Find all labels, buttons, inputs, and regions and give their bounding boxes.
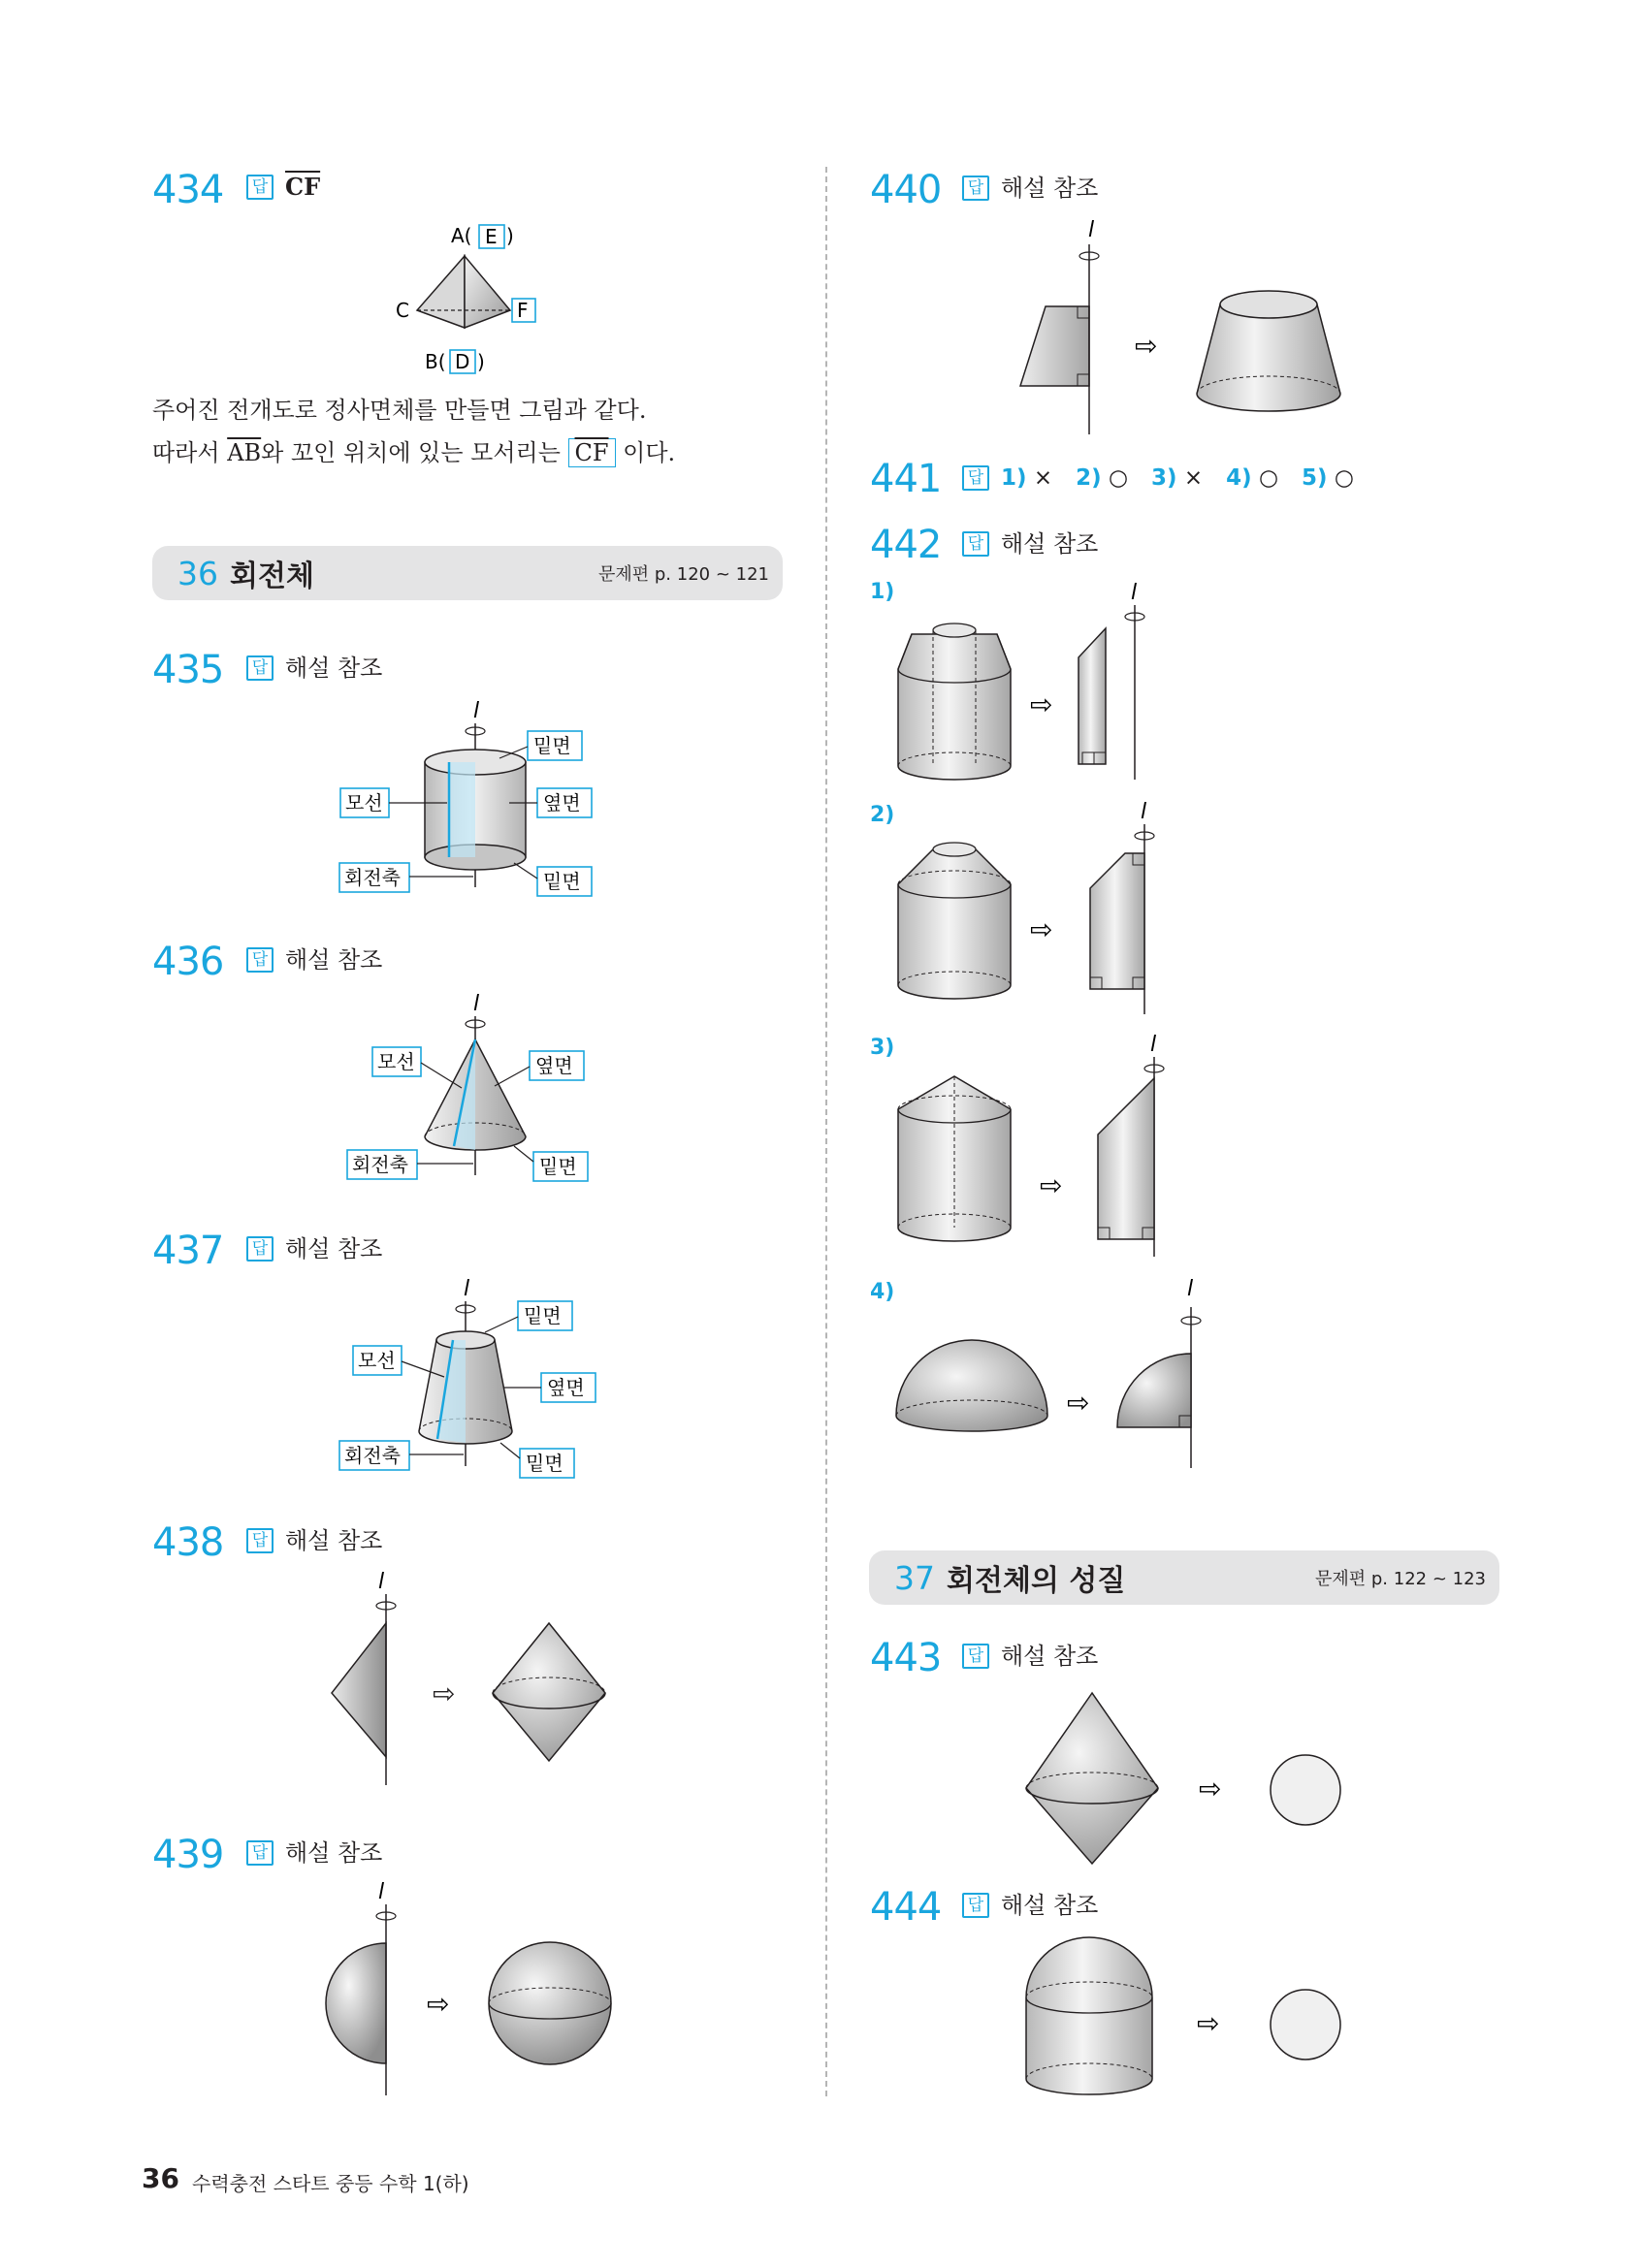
section-number: 37 bbox=[894, 1558, 935, 1597]
section-header-37 bbox=[869, 1550, 1499, 1605]
svg-text:⇨: ⇨ bbox=[427, 1988, 450, 2020]
answer-436: 답 해설 참조 bbox=[246, 947, 382, 973]
problem-number-434: 434 bbox=[152, 168, 224, 212]
svg-text:⇨: ⇨ bbox=[1197, 2007, 1220, 2039]
svg-text:⇨: ⇨ bbox=[1067, 1387, 1090, 1419]
svg-text:⇨: ⇨ bbox=[1030, 688, 1053, 720]
problem-number-443: 443 bbox=[870, 1636, 942, 1680]
problem-number-435: 435 bbox=[152, 648, 224, 692]
ox-item-5: 5) ○ bbox=[1302, 464, 1354, 491]
svg-text:모선: 모선 bbox=[345, 791, 383, 815]
answer-437: 답 해설 참조 bbox=[246, 1236, 382, 1262]
label-A: A( bbox=[451, 224, 472, 247]
book-title: 수력충전 스타트 중등 수학 1(하) bbox=[192, 2172, 469, 2195]
svg-text:모선: 모선 bbox=[377, 1050, 415, 1073]
svg-text:l: l bbox=[378, 1570, 385, 1594]
section-title: 회전체 bbox=[230, 559, 314, 593]
ox-item-2: 2) ○ bbox=[1076, 464, 1129, 491]
svg-text:밑면: 밑면 bbox=[543, 870, 581, 893]
sub-label-4: 4) bbox=[870, 1280, 895, 1304]
figure-444-capsule-to-circle bbox=[1018, 1935, 1358, 2110]
ox-item-3: 3) × bbox=[1151, 464, 1204, 491]
answer-444: 답 해설 참조 bbox=[962, 1893, 1098, 1918]
figure-435-cylinder bbox=[330, 698, 611, 902]
section-header-36 bbox=[152, 546, 783, 600]
problem-number-438: 438 bbox=[152, 1520, 224, 1565]
svg-text:밑면: 밑면 bbox=[533, 734, 571, 757]
page-number: 36 bbox=[142, 2162, 179, 2194]
explanation-434-line2: 따라서 $\overline{AB}$와 꼬인 위치에 있는 모서리는 $\overline{CF}$ 이다. bbox=[152, 439, 676, 466]
svg-text:⇨: ⇨ bbox=[1030, 913, 1053, 945]
explanation-434-line1: 주어진 전개도로 정사면체를 만들면 그림과 같다. bbox=[152, 397, 647, 424]
problem-number-437: 437 bbox=[152, 1229, 224, 1273]
problem-number-439: 439 bbox=[152, 1833, 224, 1877]
svg-text:l: l bbox=[1131, 581, 1138, 605]
svg-text:l: l bbox=[378, 1880, 385, 1904]
label-C: C bbox=[396, 299, 409, 322]
problem-number-436: 436 bbox=[152, 940, 224, 984]
label-F: F bbox=[517, 299, 529, 322]
problem-number-441: 441 bbox=[870, 457, 942, 501]
svg-text:⇨: ⇨ bbox=[1040, 1169, 1063, 1201]
svg-text:l: l bbox=[1088, 218, 1095, 242]
section-number: 36 bbox=[177, 554, 218, 592]
svg-text:옆면: 옆면 bbox=[547, 1376, 585, 1399]
svg-text:옆면: 옆면 bbox=[535, 1054, 573, 1077]
section-title: 회전체의 성질 bbox=[947, 1564, 1126, 1598]
figure-438-triangle-to-double-cone bbox=[320, 1567, 630, 1790]
answer-435: 답 해설 참조 bbox=[246, 655, 382, 681]
svg-text:l: l bbox=[1187, 1277, 1194, 1301]
section-ref: 문제편 p. 122 ~ 123 bbox=[1315, 1569, 1486, 1589]
answer-442: 답 해설 참조 bbox=[962, 531, 1098, 557]
answer-441: 답 1) × 2) ○ 3) × 4) ○ 5) ○ bbox=[962, 465, 1354, 491]
figure-443-double-cone-to-circle bbox=[1018, 1687, 1358, 1871]
problem-number-442: 442 bbox=[870, 523, 942, 567]
figure-437-frustum bbox=[330, 1276, 611, 1485]
sub-label-1: 1) bbox=[870, 580, 895, 604]
figure-442-2 bbox=[883, 795, 1203, 1018]
ox-item-4: 4) ○ bbox=[1226, 464, 1279, 491]
svg-text:l: l bbox=[1150, 1033, 1157, 1057]
svg-text:l: l bbox=[464, 1277, 470, 1301]
figure-439-semicircle-to-sphere bbox=[310, 1877, 630, 2100]
answer-438: 답 해설 참조 bbox=[246, 1528, 382, 1553]
answer-440: 답 해설 참조 bbox=[962, 176, 1098, 201]
answer-badge: 답 bbox=[246, 175, 274, 200]
svg-text:l: l bbox=[473, 992, 480, 1016]
svg-text:회전축: 회전축 bbox=[344, 1444, 401, 1467]
column-divider bbox=[825, 167, 827, 2096]
label-B: B( bbox=[425, 350, 446, 373]
svg-text:l: l bbox=[473, 699, 480, 723]
svg-text:⇨: ⇨ bbox=[1135, 330, 1158, 362]
figure-442-1 bbox=[883, 576, 1203, 789]
figure-436-cone bbox=[339, 991, 611, 1195]
figure-440-trapezoid-to-frustum bbox=[1009, 215, 1377, 438]
svg-text:): ) bbox=[506, 224, 514, 247]
problem-number-440: 440 bbox=[870, 168, 942, 212]
ox-item-1: 1) × bbox=[1001, 464, 1053, 491]
ox-list bbox=[1001, 464, 1354, 491]
problem-number-444: 444 bbox=[870, 1885, 942, 1930]
sub-label-2: 2) bbox=[870, 803, 895, 827]
answer-439: 답 해설 참조 bbox=[246, 1840, 382, 1866]
answer-434 bbox=[246, 175, 320, 200]
svg-text:⇨: ⇨ bbox=[433, 1677, 456, 1709]
svg-text:밑면: 밑면 bbox=[524, 1304, 562, 1327]
svg-text:⇨: ⇨ bbox=[1199, 1773, 1222, 1805]
svg-text:회전축: 회전축 bbox=[344, 866, 401, 889]
figure-442-3 bbox=[883, 1028, 1203, 1261]
label-D: D bbox=[455, 350, 470, 373]
svg-text:l: l bbox=[1141, 800, 1147, 824]
svg-text:모선: 모선 bbox=[358, 1349, 396, 1372]
svg-text:옆면: 옆면 bbox=[543, 791, 581, 815]
answer-text: $\overline{CF}$ bbox=[285, 173, 321, 201]
svg-text:밑면: 밑면 bbox=[526, 1452, 563, 1475]
figure-442-4 bbox=[883, 1272, 1203, 1476]
svg-text:밑면: 밑면 bbox=[539, 1155, 577, 1178]
section-ref: 문제편 p. 120 ~ 121 bbox=[598, 564, 769, 585]
answer-443: 답 해설 참조 bbox=[962, 1644, 1098, 1669]
sub-label-3: 3) bbox=[870, 1036, 895, 1060]
svg-text:): ) bbox=[477, 350, 485, 373]
svg-text:회전축: 회전축 bbox=[352, 1153, 408, 1176]
figure-434-tetrahedron bbox=[378, 221, 563, 386]
label-E: E bbox=[485, 225, 498, 248]
